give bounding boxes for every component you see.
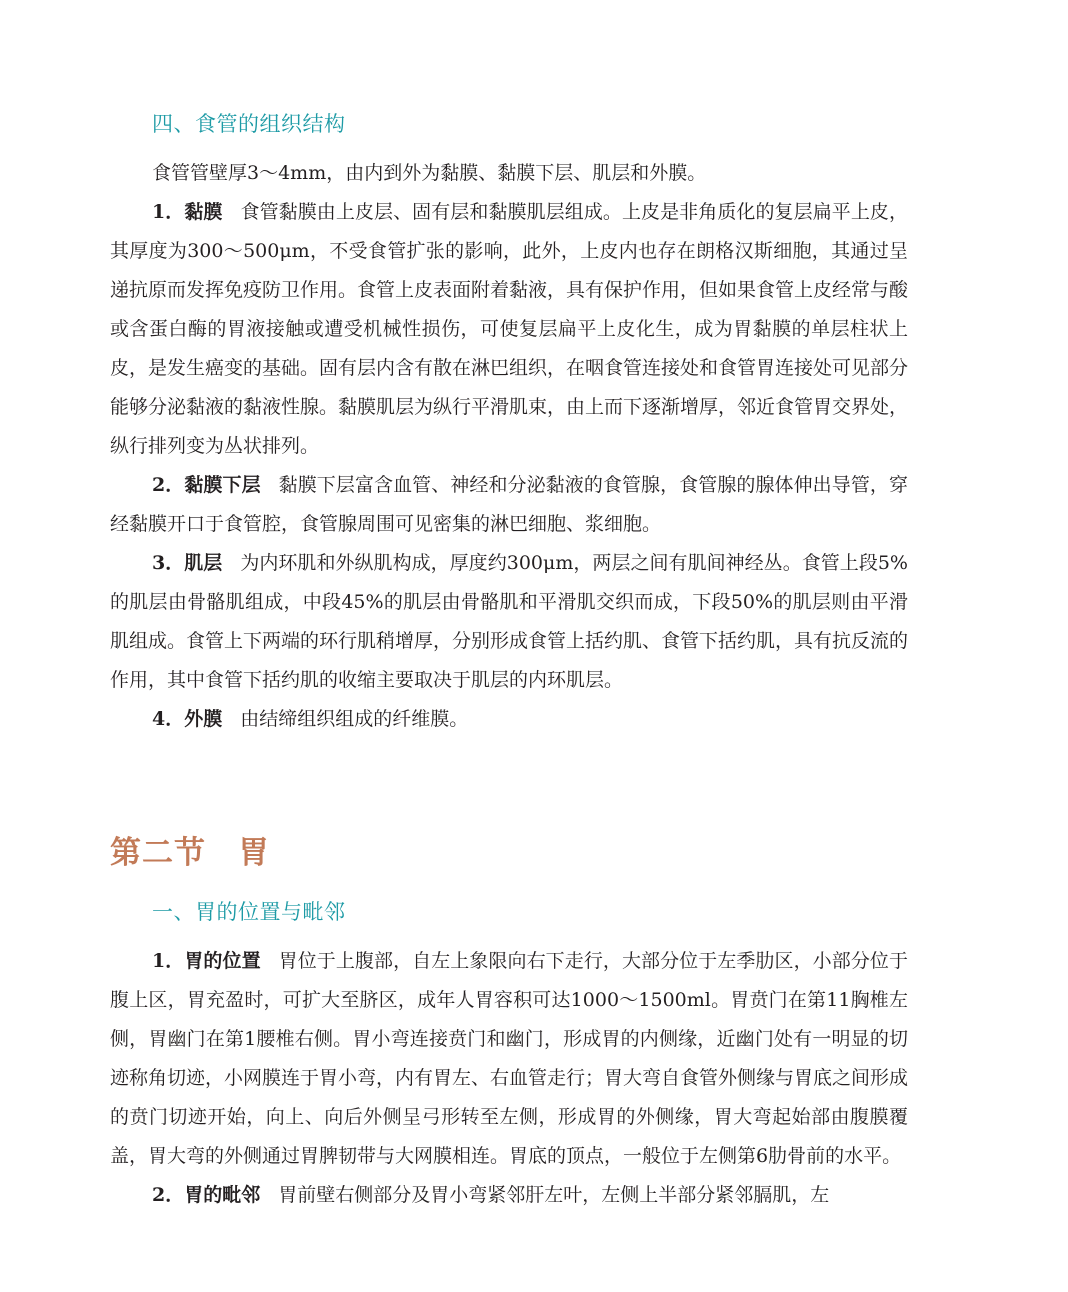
term-submucosa: 2．黏膜下层	[152, 474, 261, 496]
section-spacer	[110, 739, 908, 832]
page-content	[110, 104, 908, 1215]
text-muscularis: 为内环肌和外纵肌构成，厚度约300μm，两层之间有肌间神经丛。食管上段5%的肌层由骨骼肌组成，中段45%的肌层由骨骼肌和平滑肌交织而成，下段50%的肌层则由平滑肌组成。食管上下两端的环行肌稍增厚，分别形成食管上括约肌、食管下括约肌，具有抗反流的作用，其中食管下括约肌的收缩主要取决于肌层的内环肌层。	[110, 552, 909, 691]
term-adventitia: 4．外膜	[152, 708, 223, 730]
text-adventitia: 由结缔组织组成的纤维膜。	[240, 708, 469, 730]
text-stomach-adjacency: 胃前壁右侧部分及胃小弯紧邻肝左叶，左侧上半部分紧邻膈肌，左	[278, 1184, 830, 1206]
paragraph-muscularis	[110, 544, 908, 700]
section-heading-stomach: 第二节 胃	[110, 835, 270, 871]
term-muscularis: 3．肌层	[152, 552, 223, 574]
paragraph-stomach-adjacency	[110, 1176, 908, 1215]
paragraph-intro: 食管管壁厚3～4mm，由内到外为黏膜、黏膜下层、肌层和外膜。	[152, 162, 707, 184]
paragraph-submucosa	[110, 466, 908, 544]
text-stomach-position: 胃位于上腹部，自左上象限向右下走行，大部分位于左季肋区，小部分位于腹上区，胃充盈时，可扩大至脐区，成年人胃容积可达1000～1500ml。胃贲门在第11胸椎左侧，胃幽门在第1腰椎右侧。胃小弯连接贲门和幽门，形成胃的内侧缘，近幽门处有一明显的切迹称角切迹，小网膜连于胃小弯，内有胃左、右血管走行；胃大弯自食管外侧缘与胃底之间形成的贲门切迹开始，向上、向后外侧呈弓形转至左侧，形成胃的外侧缘，胃大弯起始部由腹膜覆盖，胃大弯的外侧通过胃脾韧带与大网膜相连。胃底的顶点，一般位于左侧第6肋骨前的水平。	[110, 950, 909, 1167]
text-submucosa: 黏膜下层富含血管、神经和分泌黏液的食管腺，食管腺的腺体伸出导管，穿经黏膜开口于食管腔，食管腺周围可见密集的淋巴细胞、浆细胞。	[110, 474, 908, 535]
text-mucosa: 食管黏膜由上皮层、固有层和黏膜肌层组成。上皮是非角质化的复层扁平上皮，其厚度为300～500μm，不受食管扩张的影响，此外，上皮内也存在朗格汉斯细胞，其通过呈递抗原而发挥免疫防卫作用。食管上皮表面附着黏液，具有保护作用，但如果食管上皮经常与酸或含蛋白酶的胃液接触或遭受机械性损伤，可使复层扁平上皮化生，成为胃黏膜的单层柱状上皮，是发生癌变的基础。固有层内含有散在淋巴组织，在咽食管连接处和食管胃连接处可见部分能够分泌黏液的黏液性腺。黏膜肌层为纵行平滑肌束，由上而下逐渐增厚，邻近食管胃交界处，纵行排列变为丛状排列。	[110, 201, 909, 457]
paragraph-stomach-position	[110, 942, 908, 1176]
term-mucosa: 1．黏膜	[152, 201, 223, 223]
subsection-heading-esophagus-structure: 四、食管的组织结构	[152, 112, 346, 136]
term-stomach-adjacency: 2．胃的毗邻	[152, 1184, 261, 1206]
term-stomach-position: 1．胃的位置	[152, 950, 261, 972]
subsection-heading-stomach-position: 一、胃的位置与毗邻	[152, 900, 346, 924]
paragraph-adventitia	[110, 700, 908, 739]
paragraph-mucosa	[110, 193, 908, 466]
